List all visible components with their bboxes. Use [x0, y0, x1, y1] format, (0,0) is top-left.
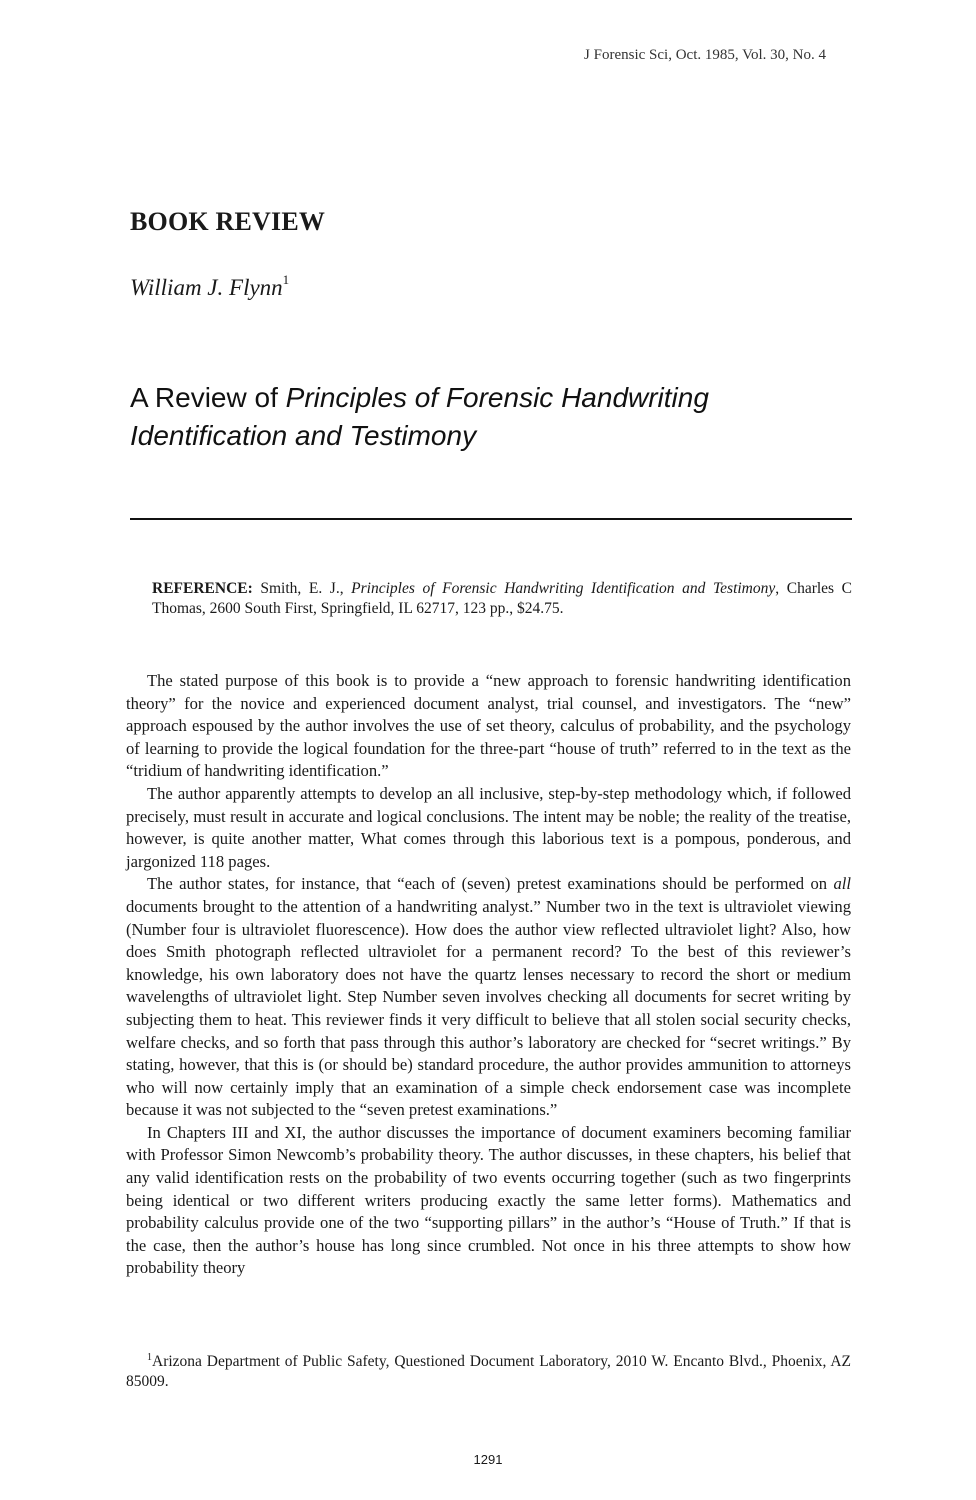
author-footnote-mark: 1 [282, 272, 290, 287]
section-label: BOOK REVIEW [130, 207, 326, 236]
article-title [130, 379, 850, 455]
footnote [126, 1348, 851, 1392]
body-paragraph-3-part1: The author states, for instance, that “each of (seven) pretest examinations should be performed on [147, 874, 834, 894]
author-name: William J. Flynn [130, 275, 283, 300]
reference-block [152, 579, 852, 619]
title-book-line1: Principles of Forensic Handwriting [285, 382, 709, 413]
reference-label: REFERENCE: [152, 580, 253, 597]
title-rule [130, 518, 852, 520]
running-head: J Forensic Sci, Oct. 1985, Vol. 30, No. 4 [584, 47, 826, 63]
body-paragraph-1: The stated purpose of this book is to provide a “new approach to forensic handwriting identification theory” for the novice and experienced document analyst, trial counsel, and investigators. The “new” approach espoused by the author involves the use of set theory, calculus of probability, and the psychology of learning to provide the logical foundation for the three-part “house of truth” referred to in the text as the “tridium of handwriting identification.” [126, 671, 851, 781]
footnote-mark: 1 [147, 1352, 152, 1363]
title-book-line2: Identification and Testimony [130, 420, 477, 451]
author-line [130, 272, 289, 301]
reference-publisher: , Charles C Thomas, 2600 South First, Springfield, IL 62717, 123 pp., $24.75. [152, 580, 853, 617]
body-paragraph-3 [126, 873, 851, 1122]
reference-book-title: Principles of Forensic Handwriting Identification and Testimony [351, 580, 776, 597]
body-paragraph-3-emphasis: all [833, 874, 851, 894]
body-paragraph-4: In Chapters III and XI, the author discusses the importance of document examiners becoming familiar with Professor Simon Newcomb’s probability theory. The author discusses, in these chapters, his belief that any valid identification rests on the probability of two events occurring together (such as two fingerprints being identical or two different writers producing exactly the same letter forms). Mathematics and probability calculus provide one of the two “supporting pillars” in the author’s “House of Truth.” If that is the case, then the author’s house has long since crumbled. Not once in his three attempts to show how probability theory [126, 1122, 851, 1278]
review-body [126, 670, 851, 1280]
body-paragraph-2: The author apparently attempts to develop an all inclusive, step-by-step methodology which, if followed precisely, must result in accurate and logical conclusions. The intent may be noble; the reality of the treatise, however, is quite another matter, What comes through this laborious text is a pompous, ponderous, and jargonized 118 pages. [126, 783, 851, 871]
footnote-text: Arizona Department of Public Safety, Questioned Document Laboratory, 2010 W. Encanto Blvd., Phoenix, AZ 85009. [126, 1353, 851, 1390]
reference-author: Smith, E. J., [252, 580, 352, 597]
page-number: 1291 [473, 1452, 503, 1467]
body-paragraph-3-part2: documents brought to the attention of a handwriting analyst.” Number two in the text is ultraviolet viewing (Number four is ultraviolet fluorescence). How does the author view reflected ultraviolet light? Also, how does Smith photograph reflected ultraviolet for a permanent record? To the best of this reviewer’s knowledge, his own laboratory does not have the quartz lenses necessary to record the short or medium wavelengths of ultraviolet light. Step Number seven involves checking all documents for secret writing by subjecting them to heat. This reviewer finds it very difficult to believe that all stolen social security checks, welfare checks, and so forth that pass through this author’s laboratory are checked for “secret writings.” By stating, however, that this is (or should be) standard procedure, the author provides ammunition to attorneys who will now certainly imply that an examination of a simple check endorsement case was incomplete because it was not subjected to the “seven pretest examinations.” [126, 896, 851, 1120]
title-prefix: A Review of [130, 382, 286, 413]
